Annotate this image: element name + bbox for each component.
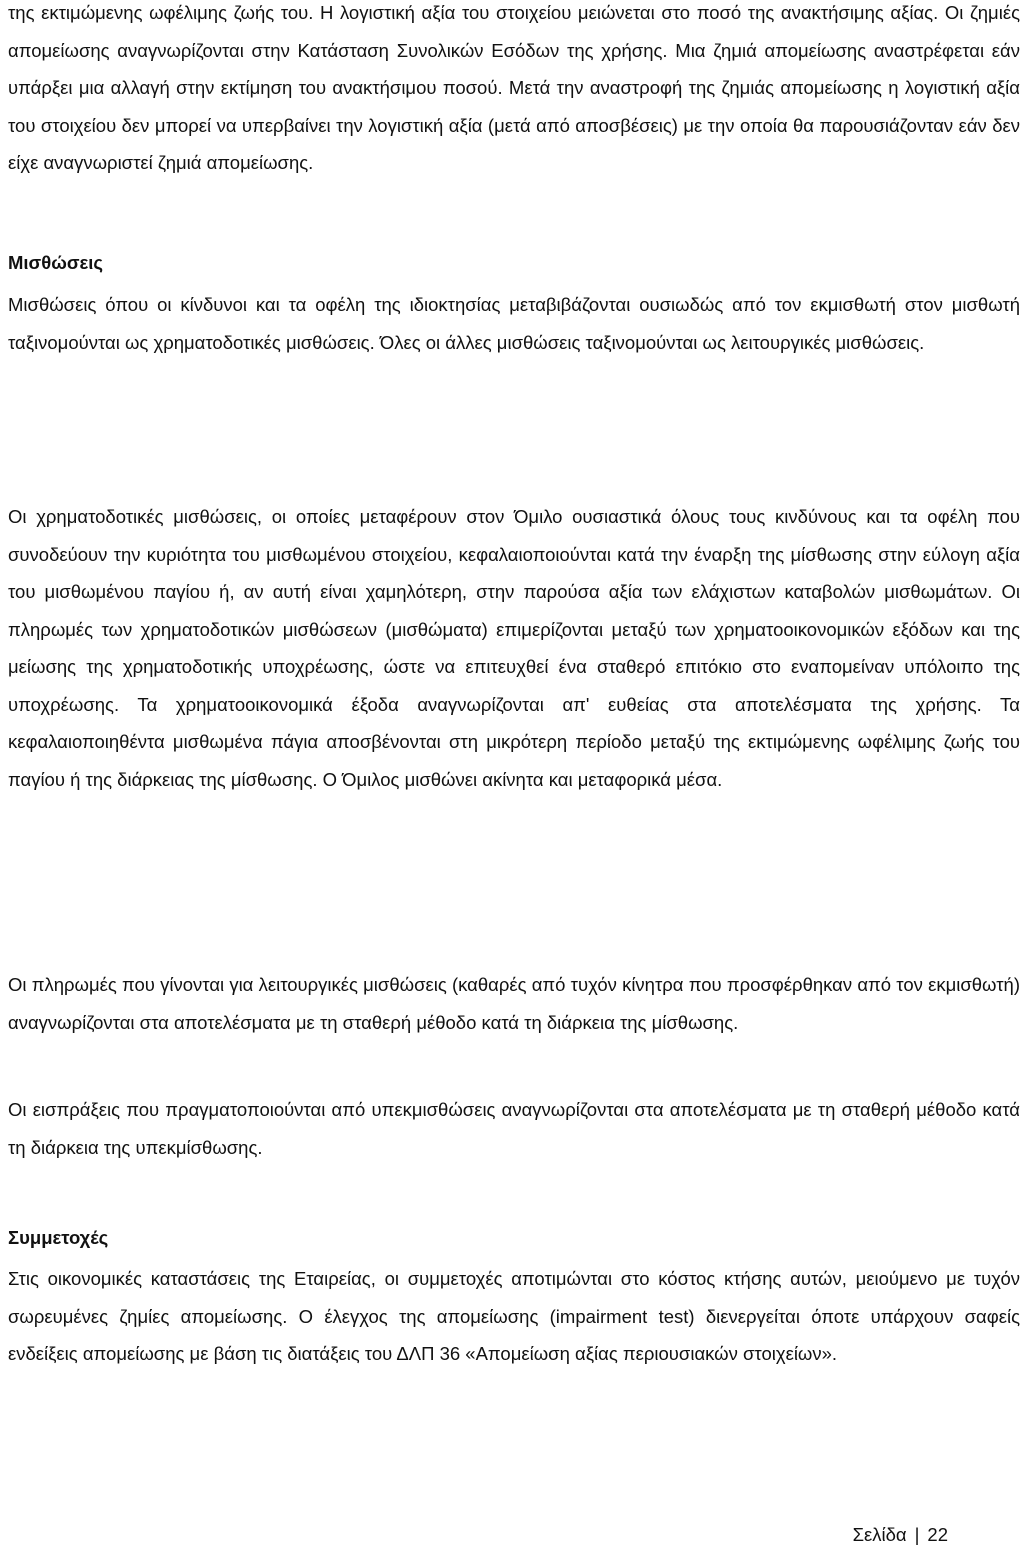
page-label: Σελίδα [852, 1524, 907, 1545]
page-separator: | [914, 1524, 920, 1545]
paragraph-operating-leases: Οι πληρωμές που γίνονται για λειτουργικές μισθώσεις (καθαρές από τυχόν κίνητρα που προσφέρθηκαν από τον εκμισθωτή) αναγνωρίζονται στα αποτελέσματα με τη σταθερή μέθοδο κατά τη διάρκεια της μίσθωσης. [8, 974, 1020, 1033]
page-number: 22 [927, 1524, 948, 1545]
paragraph-participations: Στις οικονομικές καταστάσεις της Εταιρείας, οι συμμετοχές αποτιμώνται στο κόστος κτήσης αυτών, μειούμενο με τυχόν σωρευμένες ζημίες απομείωσης. Ο έλεγχος της απομείωσης (impairment test) διενεργείται όποτε υπάρχουν σαφείς ενδείξεις απομείωσης με βάση τις διατάξεις του ΔΛΠ 36 «Απομείωση αξίας περιουσιακών στοιχείων». [8, 1268, 1020, 1364]
heading-leases: Μισθώσεις [8, 252, 104, 273]
paragraph-finance-leases: Οι χρηματοδοτικές μισθώσεις, οι οποίες μεταφέρουν στον Όμιλο ουσιαστικά όλους τους κινδύνους και τα οφέλη που συνοδεύουν την κυριότητα του μισθωμένου στοιχείου, κεφαλαιοποιούνται κατά την έναρξη της μίσθωσης στην εύλογη αξία του μισθωμένου παγίου ή, αν αυτή είναι χαμηλότερη, στην παρούσα αξία των ελάχιστων καταβολών μισθωμάτων. Οι πληρωμές των χρηματοδοτικών μισθώσεων (μισθώματα) επιμερίζονται μεταξύ των χρηματοοικονομικών εξόδων και της μείωσης της χρηματοδοτικής υποχρέωσης, ώστε να επιτευχθεί ένα σταθερό επιτόκιο στο εναπομείναν υπόλοιπο της υποχρέωσης. Τα χρηματοοικονομικά έξοδα αναγνωρίζονται απ' ευθείας στα αποτελέσματα της χρήσης. Τα κεφαλαιοποιηθέντα μισθωμένα πάγια αποσβένονται στη μικρότερη περίοδο μεταξύ της εκτιμώμενης ωφέλιμης ζωής του παγίου ή της διάρκειας της μίσθωσης. Ο Όμιλος μισθώνει ακίνητα και μεταφορικά μέσα. [8, 506, 1020, 790]
paragraph-leases-classification: Μισθώσεις όπου οι κίνδυνοι και τα οφέλη της ιδιοκτησίας μεταβιβάζονται ουσιωδώς από τον εκμισθωτή στον μισθωτή ταξινομούνται ως χρηματοδοτικές μισθώσεις. Όλες οι άλλες μισθώσεις ταξινομούνται ως λειτουργικές μισθώσεις. [8, 294, 1020, 353]
paragraph-subleases: Οι εισπράξεις που πραγματοποιούνται από υπεκμισθώσεις αναγνωρίζονται στα αποτελέσματα με τη σταθερή μέθοδο κατά τη διάρκεια της υπεκμίσθωσης. [8, 1099, 1020, 1158]
paragraph-impairment: της εκτιμώμενης ωφέλιμης ζωής του. Η λογιστική αξία του στοιχείου μειώνεται στο ποσό της ανακτήσιμης αξίας. Οι ζημιές απομείωσης αναγνωρίζονται στην Κατάσταση Συνολικών Εσόδων της χρήσης. Μια ζημιά απομείωσης αναστρέφεται εάν υπάρξει μια αλλαγή στην εκτίμηση του ανακτήσιμου ποσού. Μετά την αναστροφή της ζημιάς απομείωσης η λογιστική αξία του στοιχείου δεν μπορεί να υπερβαίνει την λογιστική αξία (μετά από αποσβέσεις) με την οποία θα παρουσιάζονταν εάν δεν είχε αναγνωριστεί ζημιά απομείωσης. [8, 2, 1020, 173]
heading-participations: Συμμετοχές [8, 1227, 109, 1248]
page-footer [853, 1522, 948, 1548]
